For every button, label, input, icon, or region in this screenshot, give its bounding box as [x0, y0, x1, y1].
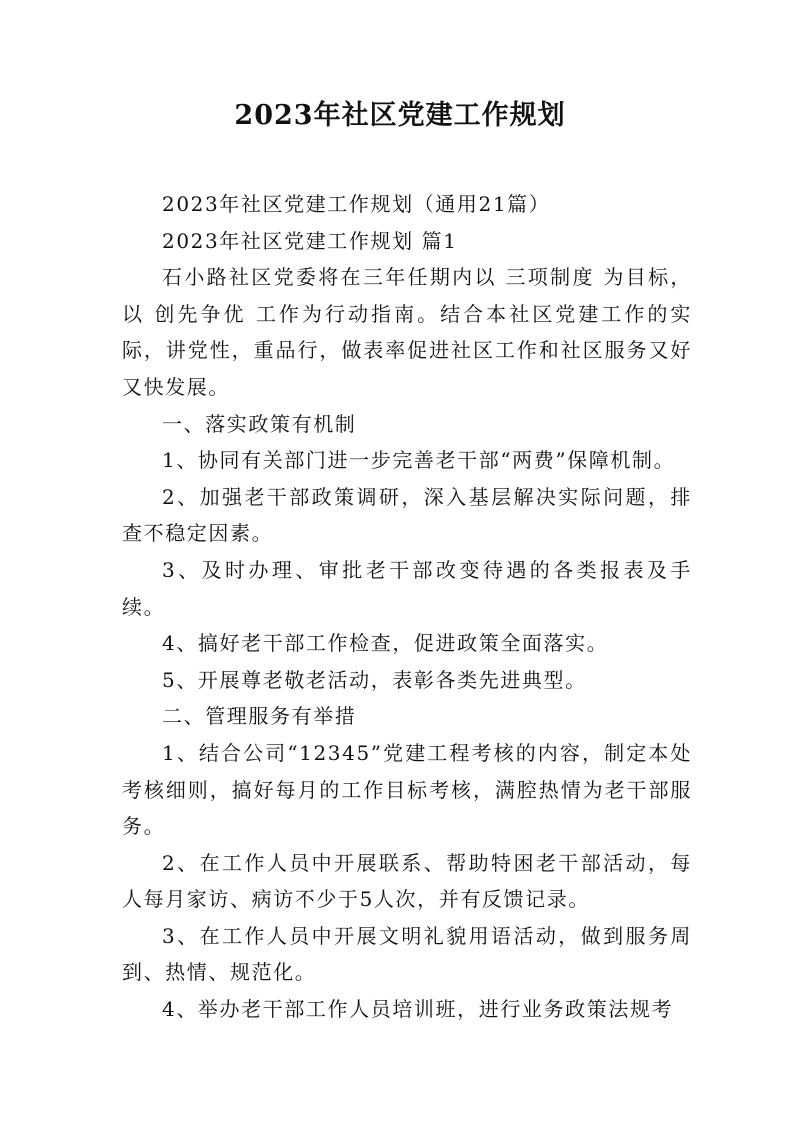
paragraph-item: 1、协同有关部门进一步完善老干部“两费”保障机制。 [162, 448, 676, 473]
paragraph-heading-2: 二、管理服务有举措 [162, 704, 357, 729]
paragraph-intro: 石小路社区党委将在三年任期内以 三项制度 为目标，以 创先争优 工作为行动指南。结合本社区党建工作的实际，讲党性，重品行，做表率促进社区工作和社区服务又好又快发展。 [122, 265, 692, 399]
document-body [122, 186, 692, 1028]
paragraph-heading-1: 一、落实政策有机制 [162, 411, 357, 436]
paragraph-item: 4、举办老干部工作人员培训班，进行业务政策法规考 [162, 997, 674, 1022]
paragraph-item: 4、搞好老干部工作检查，促进政策全面落实。 [162, 631, 609, 656]
paragraph-subtitle: 2023年社区党建工作规划（通用21篇） [162, 192, 551, 216]
paragraph-item: 1、结合公司“12345”党建工程考核的内容，制定本处考核细则，搞好每月的工作目标考核，满腔热情为老干部服务。 [122, 740, 692, 839]
paragraph-item: 5、开展尊老敬老活动，表彰各类先进典型。 [162, 667, 587, 692]
paragraph-item: 2、加强老干部政策调研，深入基层解决实际问题，排查不稳定因素。 [122, 484, 692, 546]
document-title: 2023年社区党建工作规划 [234, 100, 566, 131]
paragraph-item: 3、在工作人员中开展文明礼貌用语活动，做到服务周到、热情、规范化。 [122, 923, 692, 985]
paragraph-section-heading: 2023年社区党建工作规划 篇1 [162, 228, 458, 253]
paragraph-item: 2、在工作人员中开展联系、帮助特困老干部活动，每人每月家访、病访不少于5人次，并有反馈记录。 [122, 850, 692, 912]
paragraph-item: 3、及时办理、审批老干部改变待遇的各类报表及手续。 [122, 557, 692, 619]
